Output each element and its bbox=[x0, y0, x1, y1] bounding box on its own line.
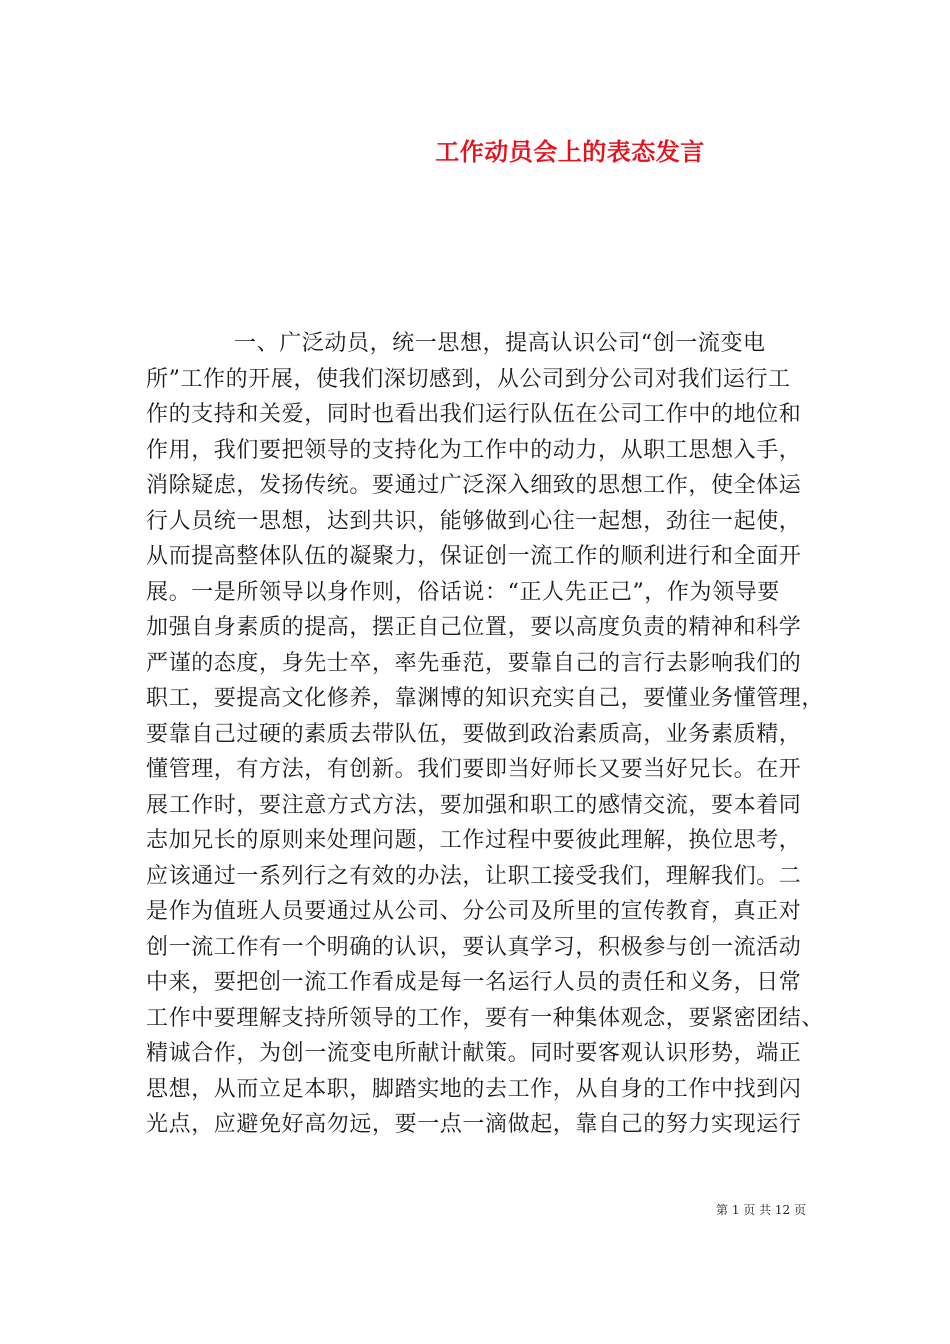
body-line: 应该通过一系列行之有效的办法，让职工接受我们，理解我们。二 bbox=[146, 863, 802, 889]
body-line: 展工作时，要注意方式方法，要加强和职工的感情交流，要本着同 bbox=[146, 792, 802, 818]
body-line: 加强自身素质的提高，摆正自己位置，要以高度负责的精神和科学 bbox=[146, 615, 802, 640]
page-number-footer: 第 1 页 共 12 页 bbox=[716, 1203, 806, 1217]
body-line: 所”工作的开展，使我们深切感到，从公司到分公司对我们运行工 bbox=[146, 366, 791, 392]
body-line: 一、广泛动员，统一思想，提高认识公司“创一流变电 bbox=[234, 331, 766, 356]
body-line: 从而提高整体队伍的凝聚力，保证创一流工作的顺利进行和全面开 bbox=[146, 544, 802, 569]
body-line: 作的支持和关爱，同时也看出我们运行队伍在公司工作中的地位和 bbox=[146, 402, 802, 427]
body-line: 创一流工作有一个明确的认识，要认真学习，积极参与创一流活动 bbox=[146, 934, 802, 960]
body-line: 严谨的态度，身先士卒，率先垂范，要靠自己的言行去影响我们的 bbox=[146, 650, 802, 676]
body-line: 懂管理，有方法，有创新。我们要即当好师长又要当好兄长。在开 bbox=[146, 757, 802, 782]
body-line: 行人员统一思想，达到共识，能够做到心往一起想，劲往一起使， bbox=[146, 508, 802, 534]
body-line: 作用，我们要把领导的支持化为工作中的动力，从职工思想入手， bbox=[146, 437, 802, 463]
body-line: 中来，要把创一流工作看成是每一名运行人员的责任和义务，日常 bbox=[146, 970, 802, 995]
body-line: 光点，应避免好高勿远，要一点一滴做起，靠自己的努力实现运行 bbox=[146, 1112, 802, 1137]
body-line: 消除疑虑，发扬传统。要通过广泛深入细致的思想工作，使全体运 bbox=[146, 473, 802, 498]
body-line: 是作为值班人员要通过从公司、分公司及所里的宣传教育，真正对 bbox=[146, 899, 802, 924]
document-title: 工作动员会上的表态发言 bbox=[435, 137, 705, 166]
document-body bbox=[146, 326, 826, 1143]
body-line: 职工，要提高文化修养，靠渊博的知识充实自己，要懂业务懂管理， bbox=[146, 686, 825, 711]
body-line: 工作中要理解支持所领导的工作，要有一种集体观念，要紧密团结、 bbox=[146, 1005, 825, 1031]
body-line: 志加兄长的原则来处理问题，工作过程中要彼此理解，换位思考， bbox=[146, 828, 802, 853]
body-line: 思想，从而立足本职，脚踏实地的去工作，从自身的工作中找到闪 bbox=[146, 1076, 802, 1102]
body-line: 要靠自己过硬的素质去带队伍，要做到政治素质高，业务素质精， bbox=[146, 721, 802, 747]
body-line: 展。一是所领导以身作则，俗话说：“正人先正己”，作为领导要 bbox=[146, 579, 780, 605]
body-line: 精诚合作，为创一流变电所献计献策。同时要客观认识形势，端正 bbox=[146, 1041, 802, 1066]
